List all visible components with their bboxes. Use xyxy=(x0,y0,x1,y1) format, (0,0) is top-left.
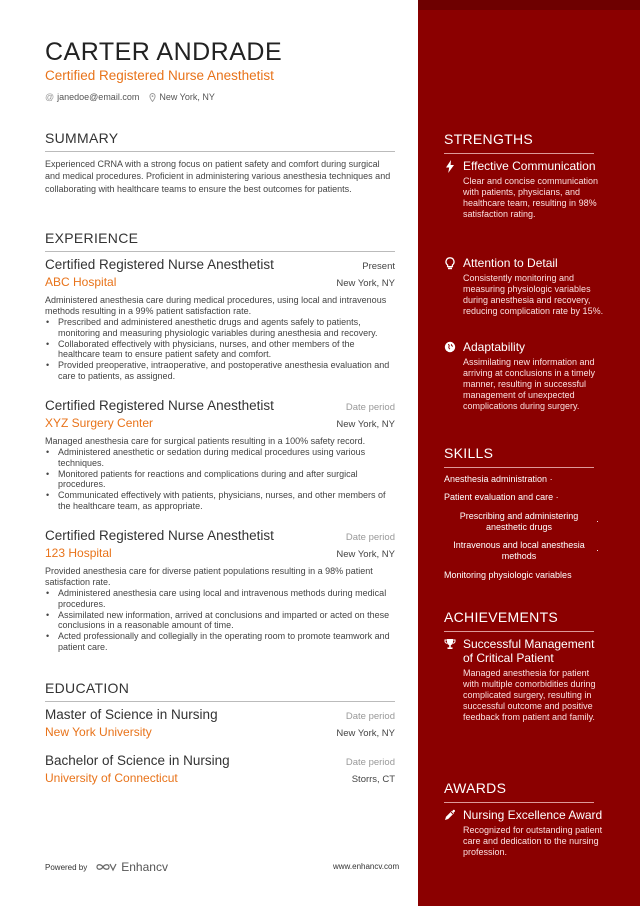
experience-item xyxy=(45,528,395,653)
strength-description: Assimilating new information and arriving at conclusions in a timely manner, resulting in successful management of unexpected complications during surgery. xyxy=(463,357,596,411)
job-bullet: • Acted professionally and collegially in the operating room to promote teamwork and patient care. xyxy=(45,631,395,653)
job-bullet: • Collaborated effectively with physicians, nurses, and other members of the healthcare team to ensure patient safety and comfort. xyxy=(45,339,395,361)
summary-text: Experienced CRNA with a strong focus on patient safety and comfort during surgical and medical procedures. Proficient in administering various anesthesia techniques and collaborating with healthcare teams to ensure the best outcomes for patients. xyxy=(45,159,391,194)
strength-title: Effective Communication xyxy=(463,159,596,173)
award-description: Recognized for outstanding patient care and dedication to the nursing profession. xyxy=(463,825,603,857)
experience-item xyxy=(45,257,395,382)
job-location: New York, NY xyxy=(336,549,395,560)
strength-description: Clear and concise communication with patients, physicians, and healthcare team, resulting in 98% satisfaction rating. xyxy=(463,176,599,219)
pen-nib-icon xyxy=(444,809,456,824)
footer-powered-by: Powered by Enhancv xyxy=(45,860,168,874)
job-organization: XYZ Surgery Center xyxy=(45,416,154,430)
sidebar-top-band xyxy=(418,0,640,10)
candidate-title: Certified Registered Nurse Anesthetist xyxy=(45,68,274,83)
strength-title: Adaptability xyxy=(463,340,526,354)
degree: Master of Science in Nursing xyxy=(45,707,218,722)
contact-info xyxy=(45,92,215,102)
trophy-icon xyxy=(444,638,456,653)
lightning-icon xyxy=(444,160,456,176)
award-title: Nursing Excellence Award xyxy=(463,808,603,822)
education-date: Date period xyxy=(345,711,395,722)
job-organization: 123 Hospital xyxy=(45,546,112,560)
school-location: Storrs, CT xyxy=(351,774,395,785)
job-bullets xyxy=(45,317,395,382)
education-item xyxy=(45,753,395,785)
candidate-name: CARTER ANDRADE xyxy=(45,38,283,66)
location-pin-icon xyxy=(149,93,156,102)
education-item xyxy=(45,707,395,739)
summary-heading: SUMMARY xyxy=(45,130,395,152)
sidebar xyxy=(418,0,640,906)
strength-item xyxy=(444,159,604,220)
job-description: Managed anesthesia care for surgical patients resulting in a 100% safety record. xyxy=(45,436,366,446)
achievement-item xyxy=(444,637,604,723)
enhancv-logo-icon xyxy=(95,861,117,873)
skill-separator: · xyxy=(596,545,599,555)
job-bullet: • Administered anesthesia care using local and intravenous methods during medical procedures. xyxy=(45,588,395,610)
skill-item: Patient evaluation and care · xyxy=(444,492,559,502)
job-bullets xyxy=(45,447,395,512)
education-heading: EDUCATION xyxy=(45,680,395,702)
experience-heading: EXPERIENCE xyxy=(45,230,395,252)
job-description: Administered anesthesia care during medical procedures, using local and intravenous methods resulting in a 99% patient satisfaction rate. xyxy=(45,295,387,316)
job-date: Date period xyxy=(345,532,395,543)
education-date: Date period xyxy=(345,757,395,768)
at-icon: @ xyxy=(45,92,55,102)
lightbulb-icon xyxy=(444,257,456,273)
skill-item: Intravenous and local anesthesia methods xyxy=(453,540,585,561)
skill-separator: · xyxy=(549,474,553,484)
job-bullet: • Assimilated new information, arrived at conclusions and imparted or acted on these conclusions in a reasonable amount of time. xyxy=(45,610,395,632)
school: University of Connecticut xyxy=(45,771,178,785)
job-location: New York, NY xyxy=(336,419,395,430)
job-location: New York, NY xyxy=(336,278,395,289)
job-title: Certified Registered Nurse Anesthetist xyxy=(45,398,274,413)
job-date: Date period xyxy=(345,402,395,413)
achievements-heading: ACHIEVEMENTS xyxy=(444,609,594,632)
school: New York University xyxy=(45,725,152,739)
job-bullet: • Communicated effectively with patients, physicians, nurses, and other members of the healthcare team, as appropriate. xyxy=(45,490,395,512)
job-date: Present xyxy=(362,261,395,272)
job-bullet: • Monitored patients for reactions and complications during and after surgical procedures. xyxy=(45,469,395,491)
strength-item xyxy=(444,340,604,412)
strength-title: Attention to Detail xyxy=(463,256,558,270)
skill-item: Monitoring physiologic variables xyxy=(444,570,572,580)
school-location: New York, NY xyxy=(336,728,395,739)
email-contact[interactable]: @ janedoe@email.com xyxy=(45,92,140,102)
job-bullet: • Prescribed and administered anesthetic drugs and agents safely to patients, monitoring and measuring physiologic variables during anesthesia and recovery. xyxy=(45,317,395,339)
strength-item xyxy=(444,256,604,317)
brain-icon xyxy=(444,341,456,356)
skill-item: Prescribing and administering anesthetic drugs xyxy=(459,511,579,532)
awards-heading: AWARDS xyxy=(444,780,594,803)
job-organization: ABC Hospital xyxy=(45,275,117,289)
award-item xyxy=(444,808,604,858)
skill-item: Anesthesia administration · xyxy=(444,474,553,484)
job-title: Certified Registered Nurse Anesthetist xyxy=(45,257,274,272)
skill-separator: · xyxy=(596,516,599,526)
skill-separator: · xyxy=(555,492,559,502)
job-bullet: • Provided preoperative, intraoperative, and postoperative anesthesia evaluation and care to patients, as assigned. xyxy=(45,360,395,382)
job-bullets xyxy=(45,588,395,653)
job-bullet: • Administered anesthetic or sedation during medical procedures using various techniques. xyxy=(45,447,395,469)
skills-heading: SKILLS xyxy=(444,445,594,468)
footer-website[interactable]: www.enhancv.com xyxy=(333,862,400,871)
job-title: Certified Registered Nurse Anesthetist xyxy=(45,528,274,543)
strength-description: Consistently monitoring and measuring physiologic variables during anesthesia and recovery, reducing complication rate by 15%. xyxy=(463,273,604,316)
strengths-heading: STRENGTHS xyxy=(444,131,594,154)
enhancv-logo[interactable]: Enhancv xyxy=(95,860,168,874)
location-contact: New York, NY xyxy=(149,92,215,102)
job-description: Provided anesthesia care for diverse patient populations resulting in a 98% patient satisfaction rate. xyxy=(45,566,373,587)
achievement-title: Successful Management of Critical Patient xyxy=(463,637,595,665)
degree: Bachelor of Science in Nursing xyxy=(45,753,230,768)
experience-item xyxy=(45,398,395,512)
achievement-description: Managed anesthesia for patient with multiple comorbidities during complicated surgery, resulting in successful outcome and positive feedback from patient and family. xyxy=(463,668,596,722)
